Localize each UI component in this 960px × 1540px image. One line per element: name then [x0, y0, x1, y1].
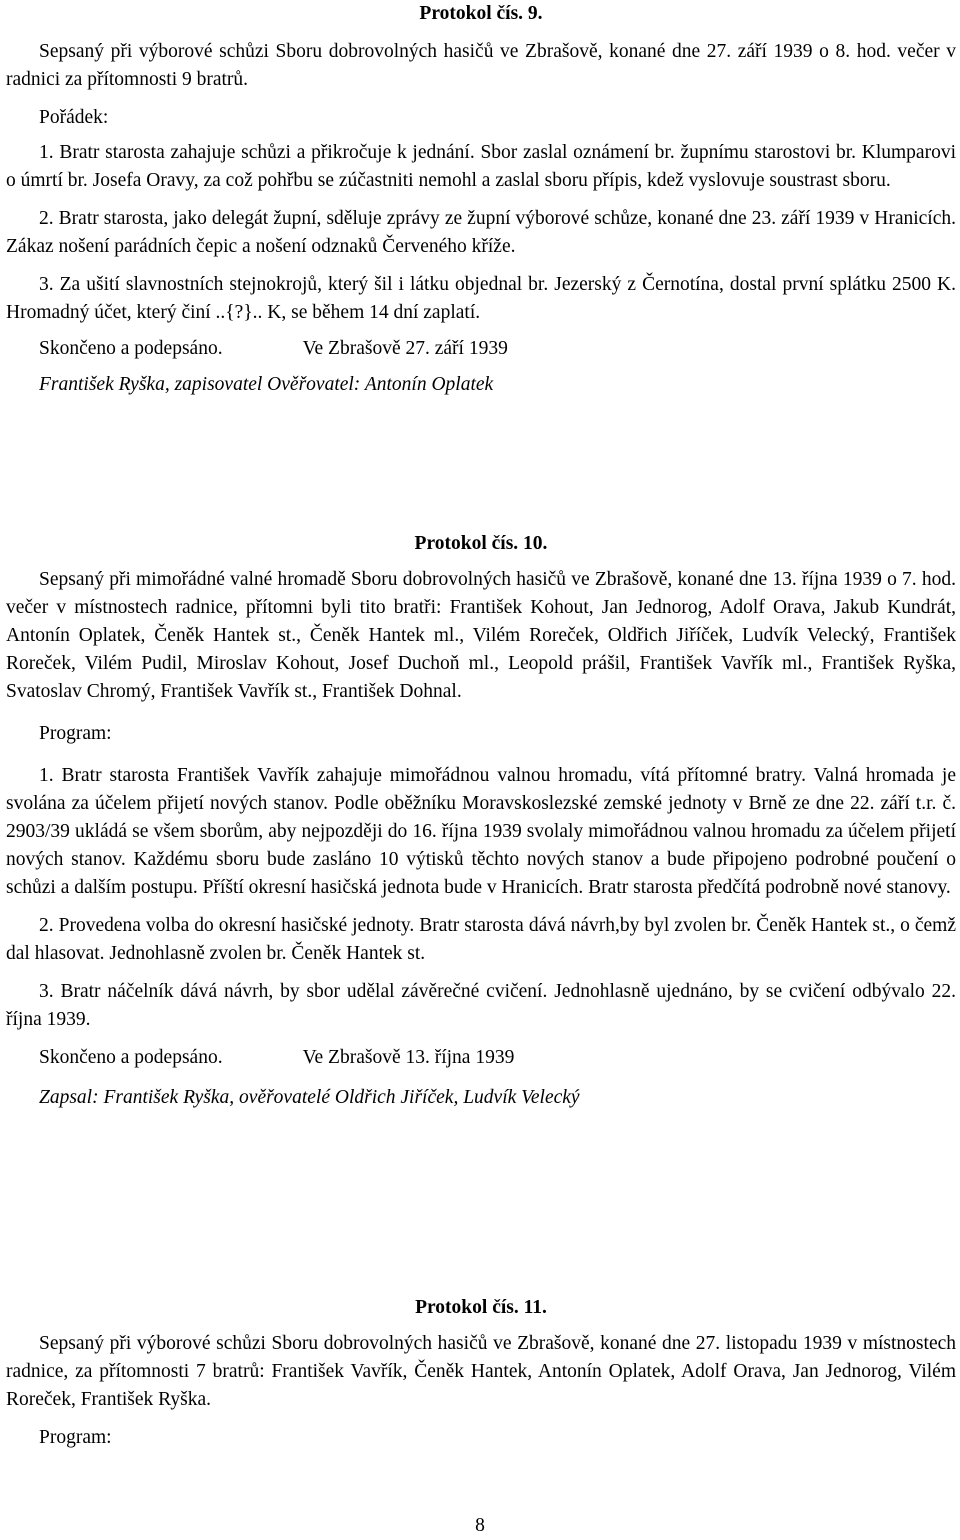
protocol-11-title: Protokol čís. 11.	[415, 1297, 547, 1318]
protocol-11	[6, 1294, 956, 1452]
protocol-10	[6, 530, 956, 1112]
protocol-9-item-3: 3. Za ušití slavnostních stejnokrojů, který šil i látku objednal br. Jezerský z Černotína, dostal první splátku 2500 K. Hromadný účet, který činí ..{?}.. K, se během 14 dní zaplatí.	[6, 274, 956, 323]
protocol-10-intro: Sepsaný při mimořádné valné hromadě Sboru dobrovolných hasičů ve Zbrašově, konané dne 13. října 1939 o 7. hod. večer v místnostech radnice, přítomni byli tito bratři: František Kohout, Jan Jednorog, Adolf Orava, Jakub Kundrát, Antonín Oplatek, Čeněk Hantek st., Čeněk Hantek ml., Vilém Roreček, Oldřich Jiříček, Ludvík Velecký, František Roreček, Vilém Pudil, Miroslav Kohout, Josef Duchoň ml., Leopold prášil, František Vavřík ml., František Ryška, Svatoslav Chromý, František Vavřík st., František Dohnal.	[6, 569, 956, 702]
protocol-10-item-1: 1. Bratr starosta František Vavřík zahajuje mimořádnou valnou hromadu, vítá přítomné bratry. Valná hromada je svolána za účelem přijetí nových stanov. Podle oběžníku Moravskoslezské zemské jednoty v Brně ze dne 22. září t.r. č. 2903/39 ukládá se všem sborům, aby nejpozději do 16. října 1939 svolaly mimořádnou valnou hromadu za účelem přijetí nových stanov. Každému sboru bude zasláno 10 výtisků těchto nových stanov a bude připojeno podrobné poučení o schůzi a dalším postupu. Příští okresní hasičská jednota bude v Hranicích. Bratr starosta předčítá podrobně nové stanovy.	[6, 765, 956, 898]
protocol-9-closing-row	[6, 335, 956, 363]
protocol-11-agenda-label: Program:	[39, 1427, 112, 1448]
protocol-9-item-1: 1. Bratr starosta zahajuje schůzi a přikročuje k jednání. Sbor zaslal oznámení br. župnímu starostovi br. Klumparovi o úmrtí br. Josefa Oravy, za což pohřbu se zúčastniti nemohl a zaslal sboru přípis, kdež vyslovuje soustrast sboru.	[6, 142, 956, 191]
protocol-10-title: Protokol čís. 10.	[414, 533, 548, 554]
protocol-9-agenda-label: Pořádek:	[39, 107, 109, 128]
protocol-10-item-3: 3. Bratr náčelník dává návrh, by sbor udělal závěrečné cvičení. Jednohlasně ujednáno, by se cvičení odbývalo 22. října 1939.	[6, 981, 956, 1030]
protocol-9-signatures: František Ryška, zapisovatel Ověřovatel: Antonín Oplatek	[39, 374, 494, 395]
protocol-10-closing: Skončeno a podepsáno.	[39, 1047, 223, 1068]
protocol-9-item-2: 2. Bratr starosta, jako delegát župní, sděluje zprávy ze župní výborové schůze, konané dne 23. září 1939 v Hranicích. Zákaz nošení parádních čepic a nošení odznaků Červeného kříže.	[6, 208, 956, 257]
protocol-10-place-date: Ve Zbrašově 13. října 1939	[302, 1047, 515, 1068]
protocol-10-item-2: 2. Provedena volba do okresní hasičské jednoty. Bratr starosta dává návrh,by byl zvolen br. Čeněk Hantek st., o čemž dal hlasovat. Jednohlasně zvolen br. Čeněk Hantek st.	[6, 915, 956, 964]
protocol-9-closing: Skončeno a podepsáno.	[39, 338, 223, 359]
page-number: 8	[475, 1515, 485, 1536]
protocol-9	[6, 0, 956, 399]
protocol-11-intro: Sepsaný při výborové schůzi Sboru dobrovolných hasičů ve Zbrašově, konané dne 27. listopadu 1939 v místnostech radnice, za přítomnosti 7 bratrů: František Vavřík, Čeněk Hantek, Antonín Oplatek, Adolf Orava, Jan Jednorog, Vilém Roreček, František Ryška.	[6, 1333, 956, 1410]
protocol-10-signatures: Zapsal: František Ryška, ověřovatelé Oldřich Jiříček, Ludvík Velecký	[39, 1087, 580, 1108]
protocol-10-closing-row	[6, 1044, 956, 1072]
protocol-9-intro: Sepsaný při výborové schůzi Sboru dobrovolných hasičů ve Zbrašově, konané dne 27. září 1939 o 8. hod. večer v radnici za přítomnosti 9 bratrů.	[6, 41, 956, 90]
protocol-10-agenda-label: Program:	[39, 723, 112, 744]
protocol-9-place-date: Ve Zbrašově 27. září 1939	[302, 338, 508, 359]
protocol-9-title: Protokol čís. 9.	[419, 3, 543, 24]
